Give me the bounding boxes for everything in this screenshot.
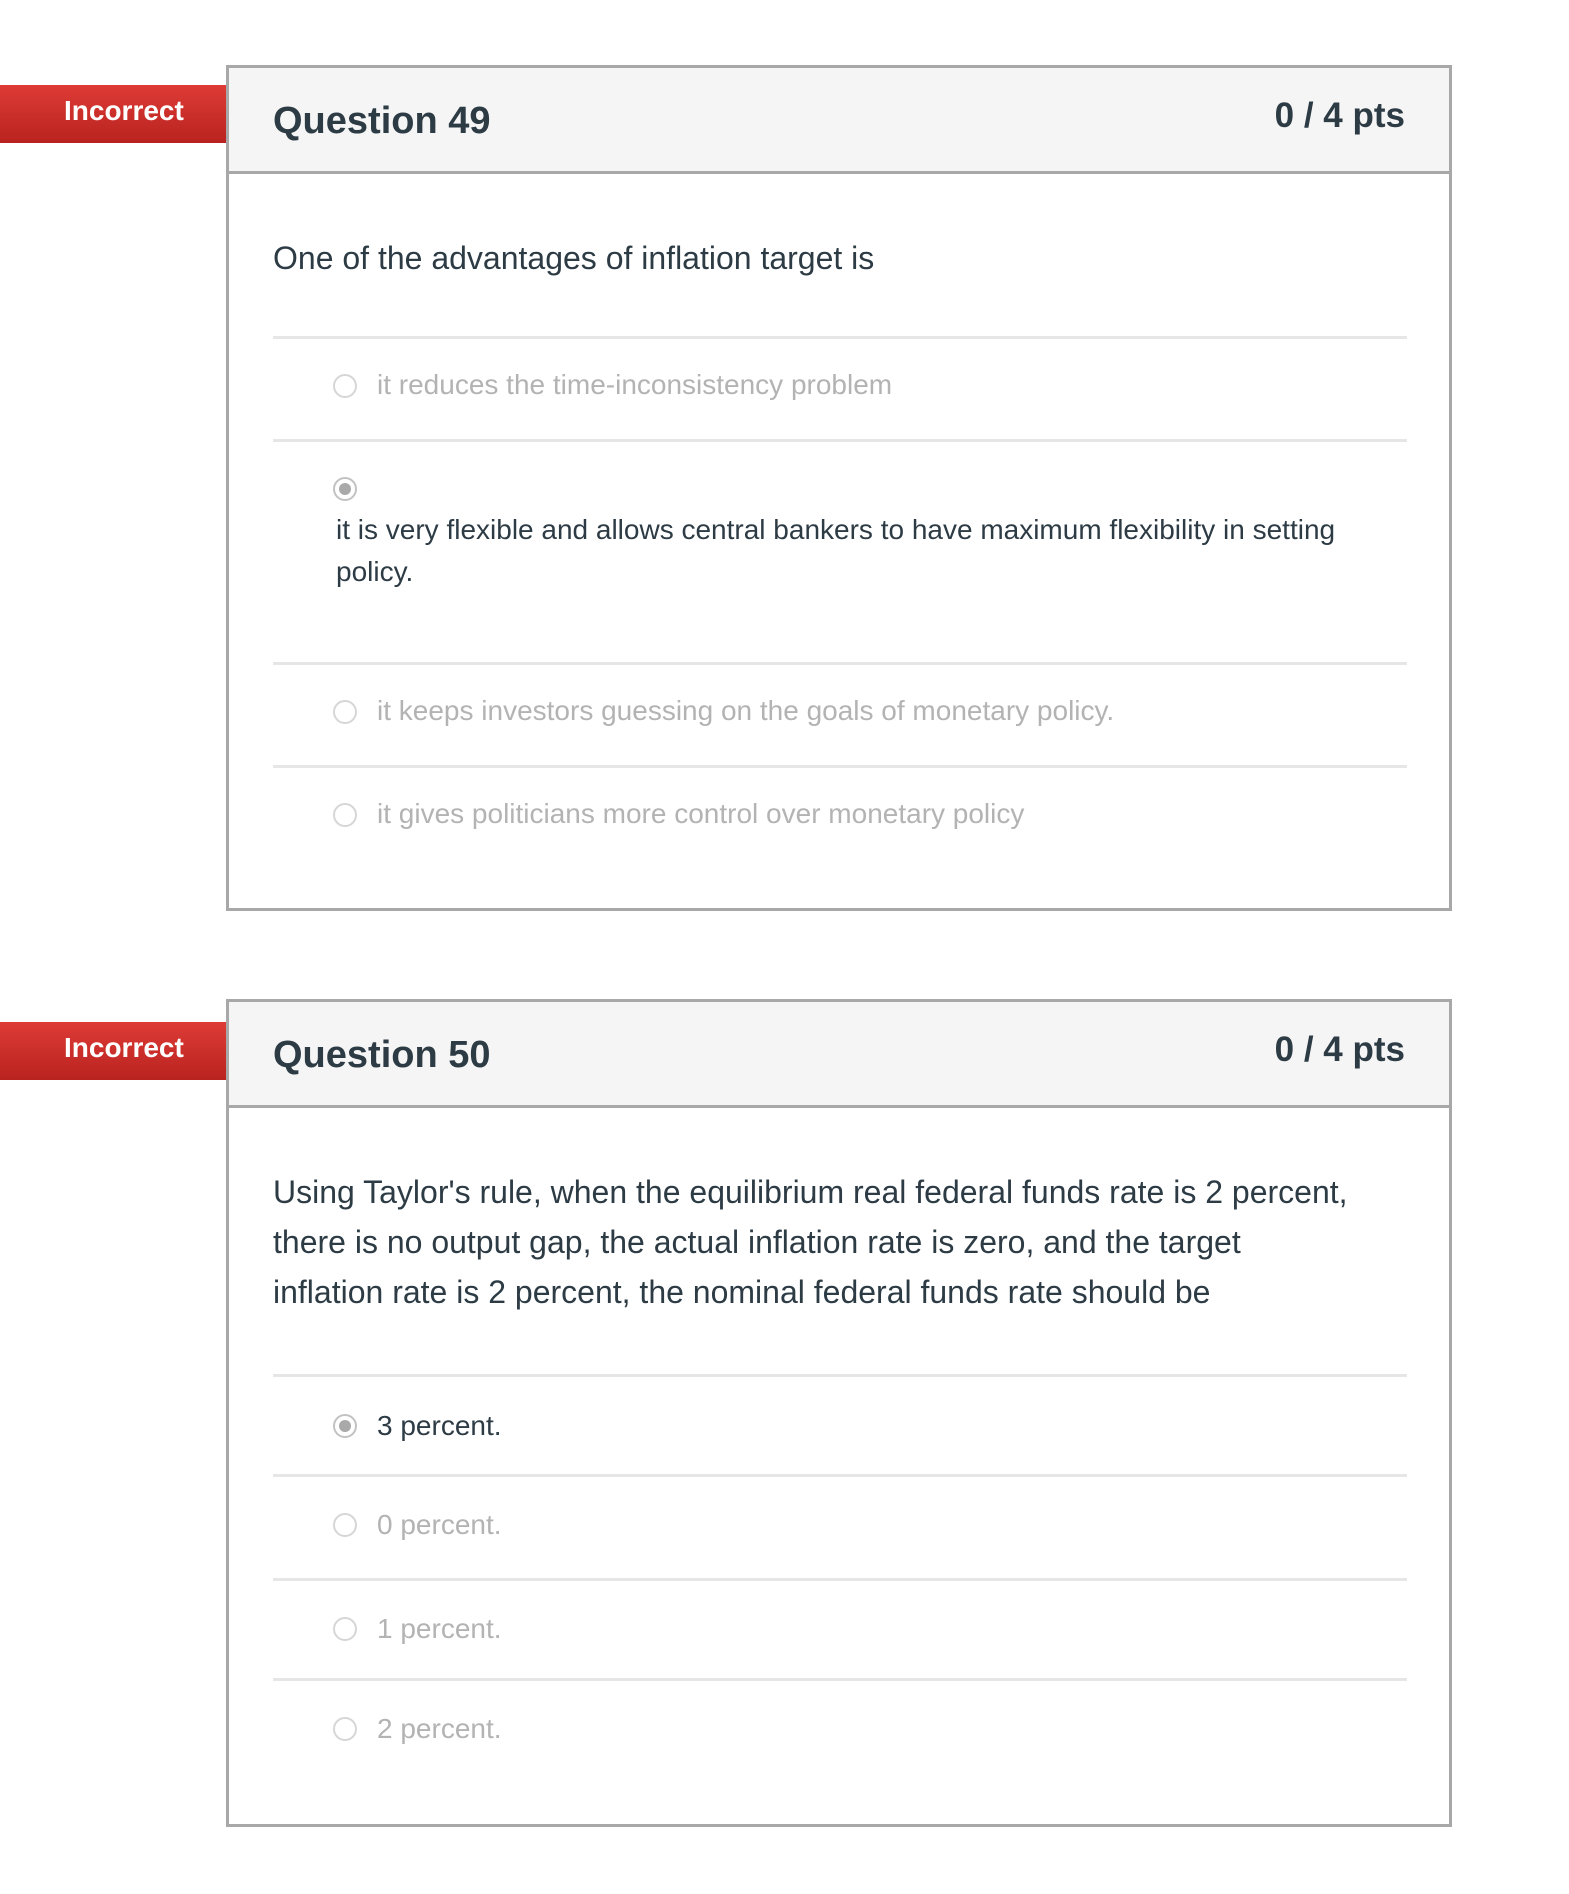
question-prompt-line: Using Taylor's rule, when the equilibrium real federal funds rate is 2 percent, [273,1174,1348,1210]
radio-empty-icon[interactable] [333,374,357,398]
answer-text: it gives politicians more control over monetary policy [377,798,1025,829]
incorrect-badge [0,1022,262,1080]
answer-option-selected[interactable] [273,1374,1407,1474]
question-prompt: One of the advantages of inflation target is [273,240,875,276]
radio-empty-icon[interactable] [333,803,357,827]
question-prompt-line: there is no output gap, the actual inflation rate is zero, and the target [273,1224,1241,1260]
radio-empty-icon[interactable] [333,700,357,724]
answer-option[interactable] [273,336,1407,442]
answer-option[interactable] [273,1578,1407,1678]
answer-text: it keeps investors guessing on the goals of monetary policy. [377,695,1115,726]
answer-option[interactable] [273,1474,1407,1578]
answer-text: it reduces the time-inconsistency problem [377,369,893,400]
answer-option[interactable] [273,1678,1407,1778]
incorrect-badge-label: Incorrect [64,95,184,126]
question-header [229,68,1449,174]
answer-text: 2 percent. [377,1713,502,1744]
question-header [229,1002,1449,1108]
radio-filled-icon[interactable] [333,1414,357,1438]
question-title: Question 50 [273,1034,491,1076]
radio-empty-icon[interactable] [333,1513,357,1537]
answer-text: it is very flexible and allows central bankers to have maximum flexibility in setting policy. [336,514,1336,587]
question-prompt [273,1167,1348,1317]
answer-text: 0 percent. [377,1509,502,1540]
radio-filled-icon[interactable] [333,477,357,501]
radio-empty-icon[interactable] [333,1717,357,1741]
question-points: 0 / 4 pts [1274,1030,1405,1069]
question-title: Question 49 [273,100,491,142]
answer-option[interactable] [273,765,1407,871]
question-prompt-line: inflation rate is 2 percent, the nominal federal funds rate should be [273,1274,1211,1310]
answer-option-selected[interactable] [273,439,1407,662]
answer-text: 3 percent. [377,1410,502,1441]
incorrect-badge-label: Incorrect [64,1032,184,1063]
answer-option[interactable] [273,662,1407,768]
radio-empty-icon[interactable] [333,1617,357,1641]
answer-text: 1 percent. [377,1613,502,1644]
incorrect-badge [0,85,262,143]
question-points: 0 / 4 pts [1274,96,1405,135]
question-card [226,65,1452,911]
question-card [226,999,1452,1827]
